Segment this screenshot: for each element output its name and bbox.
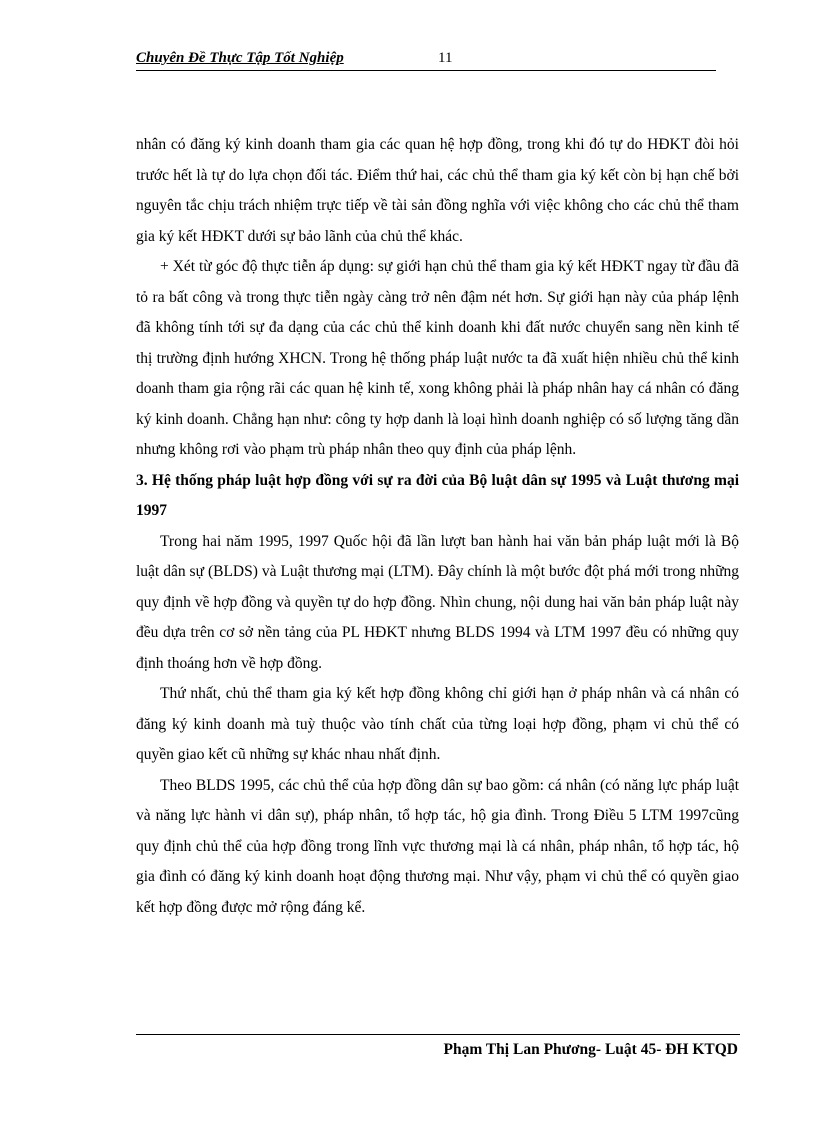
paragraph-1: nhân có đăng ký kinh doanh tham gia các quan hệ hợp đồng, trong khi đó tự do HĐKT đòi hỏi trước hết là tự do lựa chọn đối tác. Điểm thứ hai, các chủ thể tham gia ký kết còn bị hạn chế bởi nguyên tắc chịu trách nhiệm trực tiếp về tài sản đồng nghĩa với việc không cho các chủ thể tham gia ký kết HĐKT dưới sự bảo lãnh của chủ thể khác. (136, 136, 739, 245)
paragraph-3: Trong hai năm 1995, 1997 Quốc hội đã lần lượt ban hành hai văn bản pháp luật mới là Bộ luật dân sự (BLDS) và Luật thương mại (LTM). Đây chính là một bước đột phá mới trong những quy định về hợp đồng và quyền tự do hợp đồng. Nhìn chung, nội dung hai văn bản pháp luật này đều dựa trên cơ sở nền tảng của PL HĐKT nhưng BLDS 1994 và LTM 1997 đều có những quy định thoáng hơn về hợp đồng. (136, 532, 739, 672)
header-title: Chuyên Đề Thực Tập Tốt Nghiệp (136, 50, 344, 66)
page-header (136, 48, 716, 71)
footer-author: Phạm Thị Lan Phương- Luật 45- ĐH KTQD (443, 1041, 738, 1058)
paragraph-2: + Xét từ góc độ thực tiễn áp dụng: sự giới hạn chủ thể tham gia ký kết HĐKT ngay từ đầu đã tỏ ra bất công và trong thực tiễn ngày càng trở nên đậm nét hơn. Sự giới hạn này của pháp lệnh đã không tính tới sự đa dạng của các chủ thể kinh doanh khi đất nước chuyển sang nền kinh tế thị trường định hướng XHCN. Trong hệ thống pháp luật nước ta đã xuất hiện nhiều chủ thể kinh doanh tham gia rộng rãi các quan hệ kinh tế, xong không phải là pháp nhân hay cá nhân có đăng ký kinh doanh. Chẳng hạn như: công ty hợp danh là loại hình doanh nghiệp có số lượng tăng dần nhưng không rơi vào phạm trù pháp nhân theo quy định của pháp lệnh. (136, 258, 739, 458)
paragraph-4: Thứ nhất, chủ thể tham gia ký kết hợp đồng không chỉ giới hạn ở pháp nhân và cá nhân có đăng ký kinh doanh mà tuỳ thuộc vào tính chất của từng loại hợp đồng, phạm vi chủ thể có quyền giao kết cũ những sự khác nhau nhất định. (136, 685, 739, 763)
page-number: 11 (438, 50, 453, 66)
paragraph-5: Theo BLDS 1995, các chủ thể của hợp đồng dân sự bao gồm: cá nhân (có năng lực pháp luật và năng lực hành vi dân sự), pháp nhân, tổ hợp tác, hộ gia đình. Trong Điều 5 LTM 1997cũng quy định chủ thể của hợp đồng trong lĩnh vực thương mại là cá nhân, pháp nhân, tổ hợp tác, hộ gia đình có đăng ký kinh doanh hoạt động thương mại. Như vậy, phạm vi chủ thể có quyền giao kết hợp đồng được mở rộng đáng kể. (136, 776, 739, 916)
section-heading: 3. Hệ thống pháp luật hợp đồng với sự ra đời của Bộ luật dân sự 1995 và Luật thương mại 1997 (136, 471, 739, 519)
document-body (136, 130, 739, 923)
footer-divider (136, 1034, 740, 1035)
